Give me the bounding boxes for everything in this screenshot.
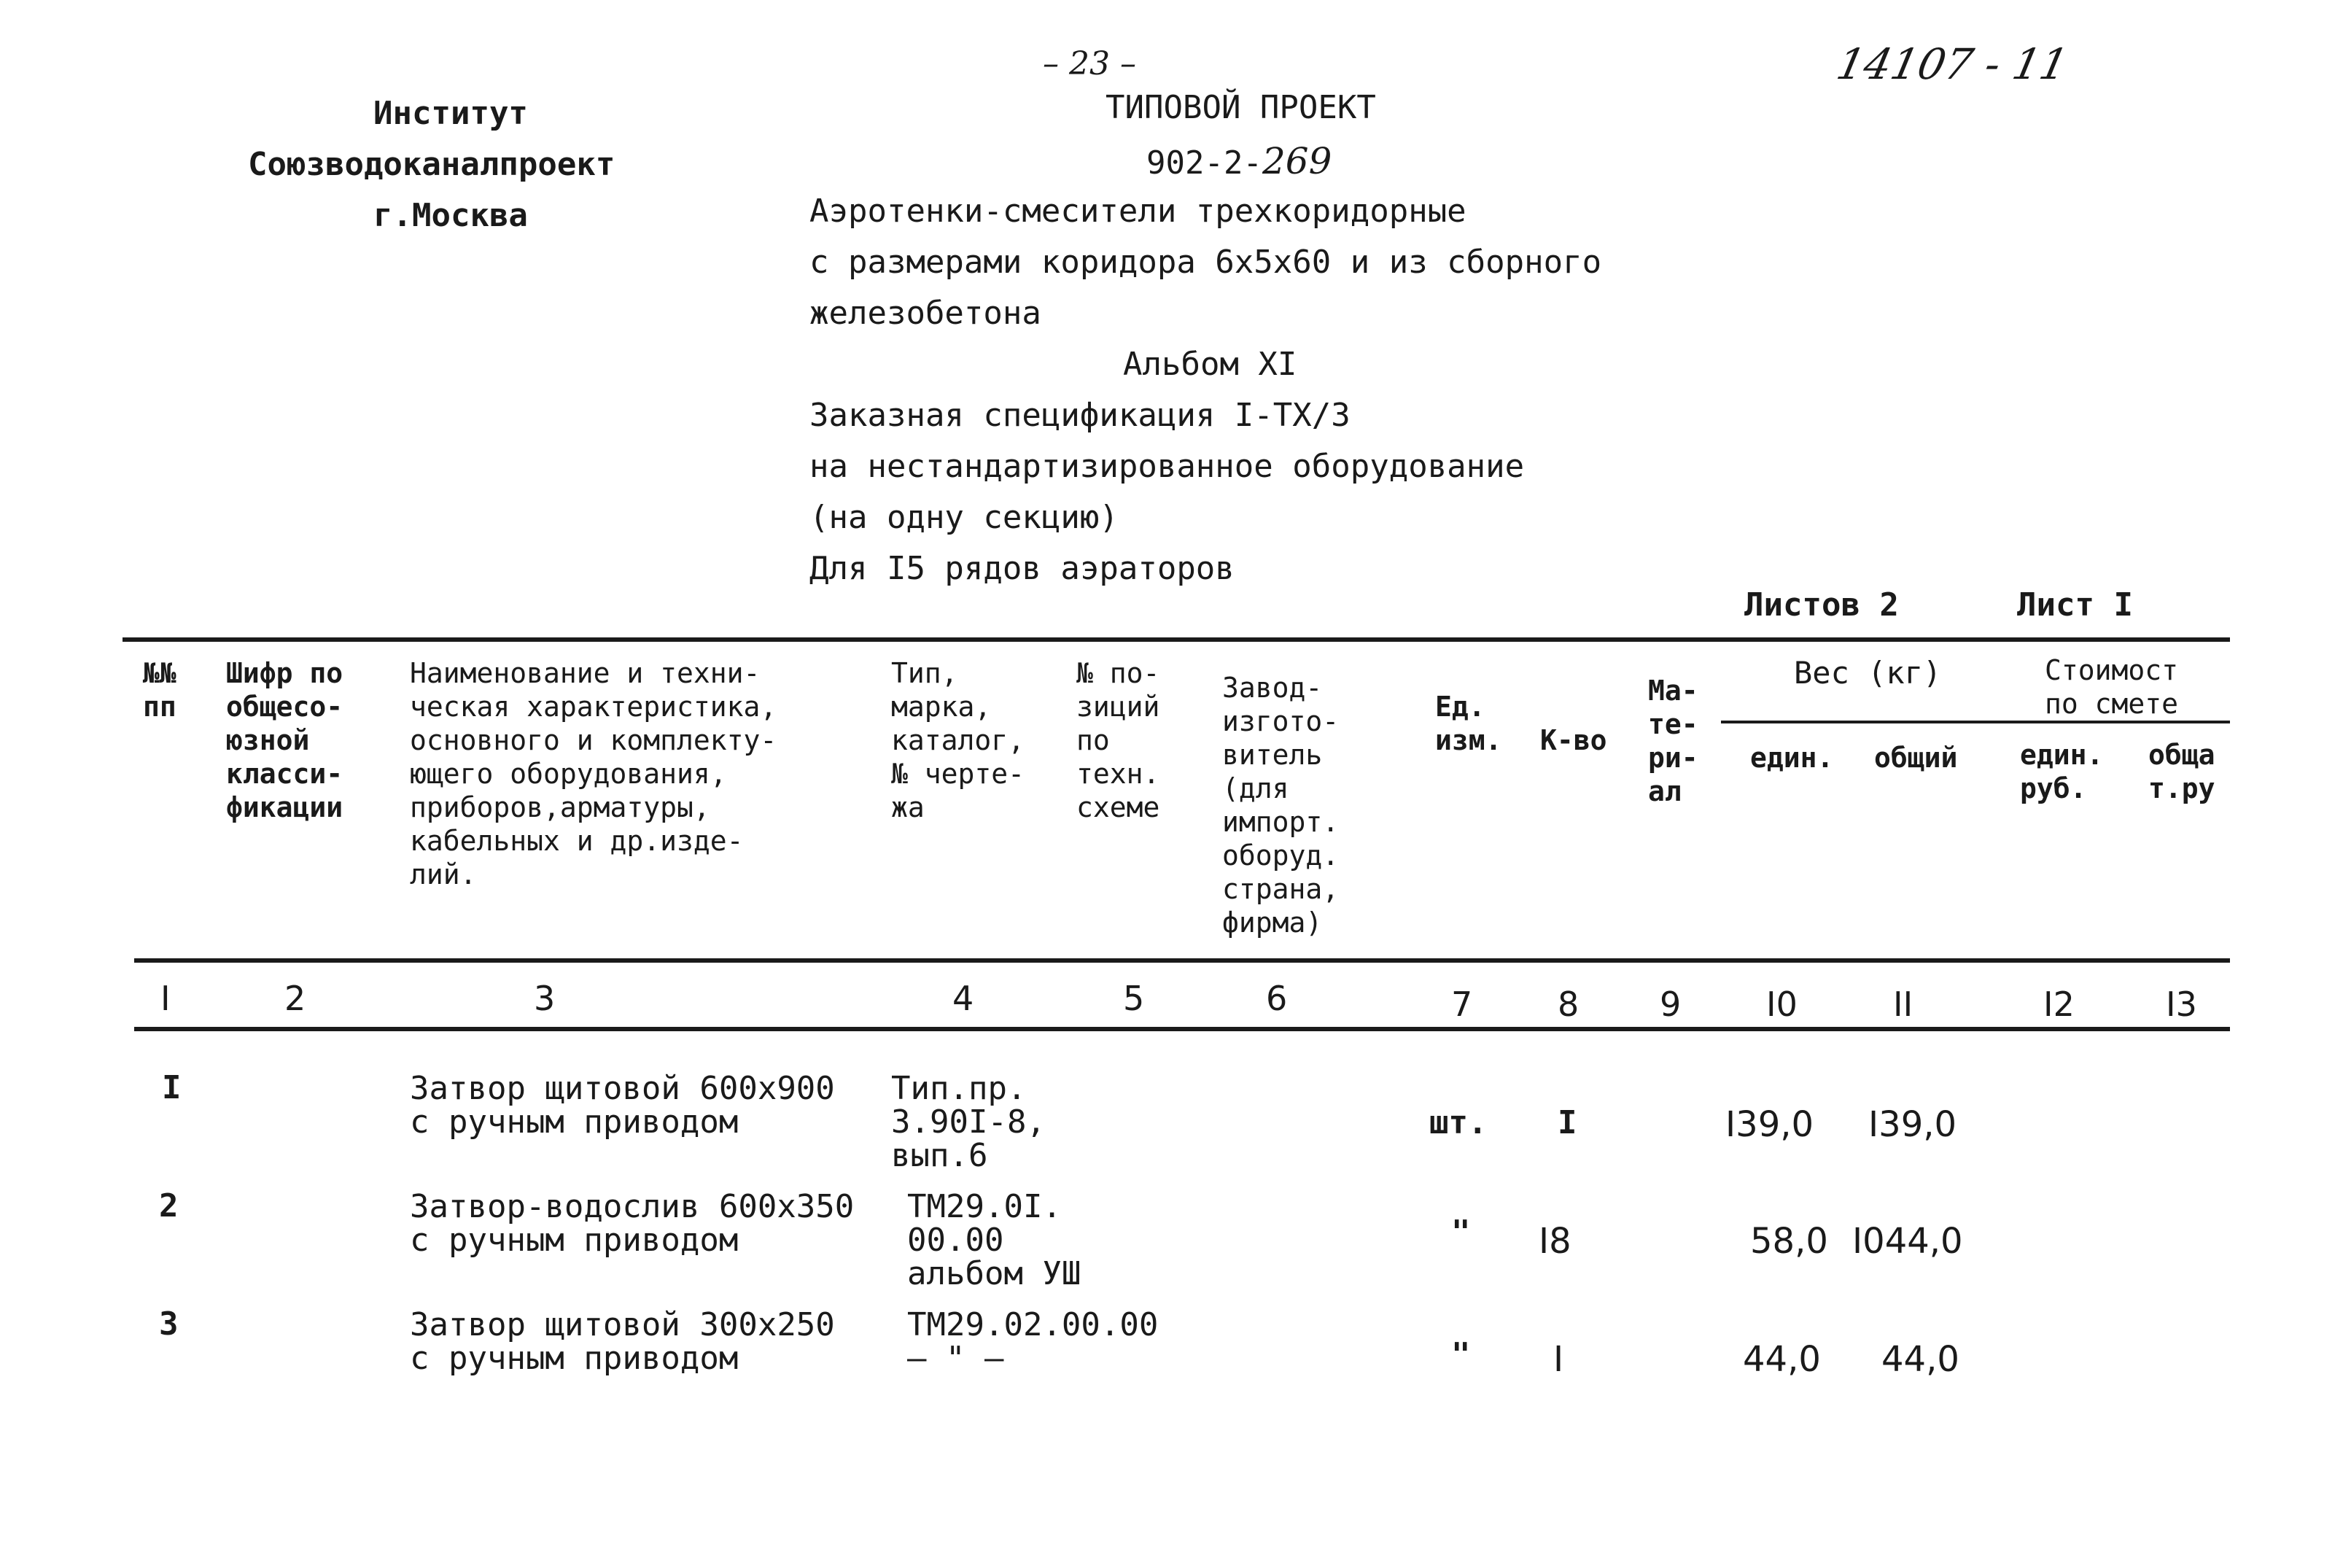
colnum-12: I2 — [2043, 985, 2075, 1024]
colnum-6: 6 — [1266, 979, 1288, 1018]
project-description-2: с размерами коридора 6х5х60 и из сборного — [809, 244, 1602, 281]
header-type-mark: Тип, марка, каталог, № черте- жа — [891, 657, 1025, 823]
row-weight-total: I39,0 — [1868, 1104, 1957, 1145]
header-manufacturer: Завод- изгото- витель (для импорт. оборуд. страна, фирма) — [1222, 672, 1340, 939]
header-name-description: Наименование и техни- ческая характеристика, основного и комплекту- ющего оборудования, приборов,арматуры, кабельных и др.изде- лий. — [410, 657, 777, 890]
spec-line-3: (на одну секцию) — [809, 499, 1119, 536]
header-classification-code: Шифр по общесо- юзной класси- фикации — [226, 657, 343, 823]
row-type: ТМ29.0I. 00.00 альбом УШ — [907, 1188, 1081, 1292]
spec-line-4: Для I5 рядов аэраторов — [809, 550, 1235, 587]
row-unit: " — [1451, 1214, 1471, 1251]
colnum-11: II — [1893, 985, 1913, 1024]
row-quantity: I8 — [1539, 1221, 1571, 1262]
colnum-3: 3 — [534, 979, 556, 1018]
row-name: Затвор щитовой 600х900 с ручным приводом — [410, 1070, 835, 1141]
project-description-3: железобетона — [809, 295, 1041, 332]
header-bottom-rule — [134, 958, 2230, 963]
spec-line-1: Заказная спецификация I-ТХ/3 — [809, 397, 1351, 434]
spec-line-2: на нестандартизированное оборудование — [809, 448, 1525, 485]
row-weight-total: 44,0 — [1881, 1339, 1959, 1380]
header-cost-group: Стоимост по смете — [2045, 654, 2179, 720]
header-cost-unit: един. руб. — [2020, 739, 2104, 804]
row-unit: " — [1451, 1336, 1471, 1373]
colnum-5: 5 — [1123, 979, 1145, 1018]
row-unit: шт. — [1429, 1104, 1488, 1141]
sheet-number: Лист I — [2017, 586, 2133, 624]
institute-org: Союзводоканалпроект — [248, 146, 615, 183]
header-quantity: К-во — [1540, 724, 1607, 756]
row-weight-unit: I39,0 — [1725, 1104, 1814, 1145]
row-number: I — [162, 1069, 182, 1106]
row-number: 2 — [159, 1187, 179, 1224]
colnum-8: 8 — [1558, 985, 1580, 1024]
colnum-13: I3 — [2166, 985, 2197, 1024]
row-name: Затвор щитовой 300х250 с ручным приводом — [410, 1306, 835, 1377]
row-name: Затвор-водослив 600х350 с ручным приводом — [410, 1188, 855, 1259]
weight-group-rule — [1721, 721, 2230, 723]
project-description-1: Аэротенки-смесители трехкоридорные — [809, 193, 1466, 230]
colnum-7: 7 — [1451, 985, 1473, 1024]
handwritten-archive-code: 14107 - 11 — [1832, 39, 2073, 89]
colnum-2: 2 — [284, 979, 306, 1018]
row-number: 3 — [159, 1305, 179, 1343]
row-quantity: I — [1558, 1104, 1577, 1141]
album-title: Альбом XI — [1123, 346, 1297, 383]
project-number — [1146, 140, 1332, 182]
row-weight-unit: 58,0 — [1750, 1221, 1828, 1262]
project-number-printed: 902-2- — [1146, 144, 1262, 182]
colnum-4: 4 — [952, 979, 974, 1018]
sheets-total: Листов 2 — [1744, 586, 1899, 624]
header-cost-total: обща т.ру — [2148, 739, 2215, 804]
project-title: ТИПОВОЙ ПРОЕКТ — [1106, 89, 1376, 126]
header-unit: Ед. изм. — [1435, 691, 1502, 756]
header-weight-total: общий — [1874, 742, 1958, 774]
header-row-number: №№ пп — [143, 657, 176, 723]
row-quantity: I — [1553, 1339, 1564, 1380]
row-weight-total: I044,0 — [1852, 1221, 1963, 1262]
page-number: – 23 – — [1043, 45, 1136, 82]
header-material: Ма- те- ри- ал — [1648, 675, 1698, 807]
colnum-10: I0 — [1766, 985, 1798, 1024]
institute-city: г.Москва — [373, 197, 528, 234]
project-number-handwritten: 269 — [1262, 140, 1332, 182]
colnum-9: 9 — [1660, 985, 1682, 1024]
row-type: ТМ29.02.00.00 – " – — [907, 1306, 1159, 1377]
colnum-bottom-rule — [134, 1027, 2230, 1031]
header-position: № по- зиций по техн. схеме — [1076, 657, 1160, 823]
colnum-1: I — [160, 979, 171, 1018]
header-weight-group: Вес (кг) — [1794, 655, 1942, 691]
row-weight-unit: 44,0 — [1743, 1339, 1821, 1380]
header-weight-unit: един. — [1750, 742, 1834, 774]
table-top-rule — [123, 637, 2230, 642]
institute-name: Институт — [373, 95, 528, 132]
row-type: Тип.пр. 3.90I-8, вып.6 — [891, 1070, 1046, 1174]
